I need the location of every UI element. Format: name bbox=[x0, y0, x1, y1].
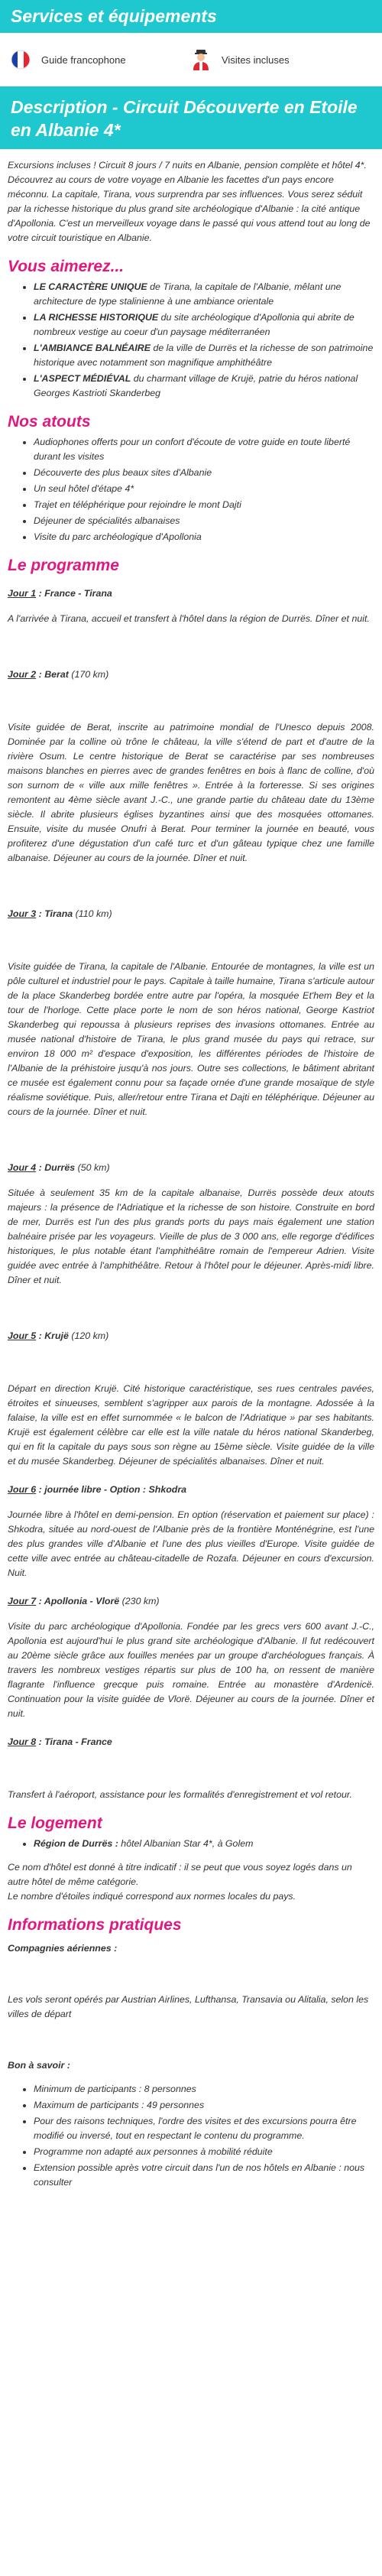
list-item-text: du site archéologique d'Apollonia qui abrite de nombreux vestige au coeur d'un paysage méditerranéen bbox=[34, 312, 354, 337]
vous-aimerez-heading: Vous aimerez... bbox=[8, 258, 125, 275]
logement-note-2: Le nombre d'étoiles indiqué correspond aux normes locales du pays. bbox=[8, 1891, 296, 1902]
day-title: France - Tirana bbox=[44, 588, 112, 599]
list-item: • Déjeuner de spécialités albanaises bbox=[34, 514, 374, 528]
day-distance: (110 km) bbox=[75, 908, 112, 919]
logement-note-1: Ce nom d'hôtel est donné à titre indicatif : il se peut que vous soyez logés dans un autre hôtel de même catégorie. bbox=[8, 1862, 352, 1887]
list-item-bold: L'AMBIANCE BALNÉAIRE bbox=[34, 343, 151, 353]
list-item: • Programme non adapté aux personnes à mobilité réduite bbox=[34, 2145, 374, 2159]
day-title: Durrës bbox=[44, 1162, 76, 1173]
service-item-guide bbox=[9, 48, 189, 71]
day-text: Journée libre à l'hôtel en demi-pension. En option (réservation et paiement sur place) : Shkodra, située au nord-ouest de l'Albanie près de la frontière Monténégrine, est l'une des plus grandes ville d'Albanie et l'une des plus vieilles d'Europe. Visite guidée de cette ville avec entrée au château-citadelle de Rozafa. Déjeuner en cours d'excursion. Nuit. bbox=[8, 1509, 374, 1578]
day-block-3 bbox=[8, 907, 374, 1119]
day-title: Tirana bbox=[44, 908, 73, 919]
list-item: • Audiophones offerts pour un confort d'écoute de votre guide en toute liberté durant les visites bbox=[34, 435, 374, 464]
french-flag-icon bbox=[9, 48, 32, 71]
day-title: Krujë bbox=[44, 1330, 69, 1341]
list-item: • Trajet en téléphérique pour rejoindre le mont Dajti bbox=[34, 498, 374, 512]
day-block-8 bbox=[8, 1735, 374, 1802]
day-title: Tirana - France bbox=[44, 1736, 112, 1747]
day-text: A l'arrivée à Tirana, accueil et transfert à l'hôtel dans la région de Durrës. Dîner et nuit. bbox=[8, 613, 370, 624]
description-heading: Description - Circuit Découverte en Etoile en Albanie 4* bbox=[0, 86, 382, 149]
list-item bbox=[34, 341, 374, 370]
list-item: • Maximum de participants : 49 personnes bbox=[34, 2098, 374, 2113]
day-heading: Jour 4 : Durrës (50 km) bbox=[8, 1162, 110, 1173]
day-number: Jour 8 bbox=[8, 1736, 37, 1747]
service-label-visits: Visites incluses bbox=[222, 54, 290, 66]
day-title: Berat bbox=[44, 669, 69, 680]
day-number: Jour 7 bbox=[8, 1596, 37, 1606]
infos-heading: Informations pratiques bbox=[8, 1916, 182, 1934]
nos-atouts-list bbox=[8, 435, 374, 544]
day-text: Départ en direction Krujë. Cité historique caractéristique, ses rues centrales pavées, étroites et sinueuses, semblent s'agripper aux parois de la montagne. Adossée à la falaise, la ville est en effet surnommée « le balcon de l'Adriatique » par ses habitants. Krujë est également célèbre car elle est la ville natale du héros national Skanderbeg, qui en fit la capitale du pays sous son règne au 15ème siècle. Visite guidée de la ville et du musée Skanderbeg. Déjeuner de spécialités albanaises. Dîner et nuit. bbox=[8, 1383, 374, 1467]
list-item bbox=[34, 280, 374, 309]
day-number: Jour 3 bbox=[8, 908, 37, 919]
list-item-bold: Région de Durrës : bbox=[34, 1838, 118, 1849]
list-item-bold: L'ASPECT MÉDIÉVAL bbox=[34, 373, 131, 384]
day-block-7 bbox=[8, 1594, 374, 1721]
guide-person-icon bbox=[189, 48, 212, 71]
services-list bbox=[0, 33, 382, 86]
main-content bbox=[0, 158, 382, 2190]
airlines-label: Compagnies aériennes : bbox=[8, 1943, 118, 1954]
bon-a-savoir-label: Bon à savoir : bbox=[8, 2060, 70, 2071]
list-item-text: de la ville de Durrës et la richesse de son patrimoine historique avec notamment son magnifique amphithéâtre bbox=[34, 343, 374, 368]
day-heading: Jour 2 : Berat (170 km) bbox=[8, 669, 109, 680]
day-number: Jour 4 bbox=[8, 1162, 37, 1173]
day-block-5 bbox=[8, 1329, 374, 1469]
list-item: • Pour des raisons techniques, l'ordre des visites et des excursions pourra être modifié ou inversé, tout en respectant le contenu du programme. bbox=[34, 2114, 374, 2143]
day-distance: (230 km) bbox=[121, 1596, 160, 1606]
description-text: Excursions incluses ! Circuit 8 jours / 7 nuits en Albanie, pension complète et hôtel 4*. Découvrez au cours de votre voyage en Albanie les facettes d'un pays encore méconnu. La capitale, Tirana, vous surprendra par ses influences. Vous serez séduit par la richesse historique du plus grand site archéologique d'Albanie : la cité antique d'Apollonia. C'est un merveilleux voyage dans le passé qui vous attend tout au long de votre circuit touristique en Albanie. bbox=[8, 160, 371, 243]
list-item-text: du charmant village de Krujë, patrie du héros national Georges Kastrioti Skanderbeg bbox=[34, 373, 358, 398]
list-item: • Un seul hôtel d'étape 4* bbox=[34, 482, 374, 496]
day-block-1 bbox=[8, 586, 374, 626]
day-block-4 bbox=[8, 1161, 374, 1288]
list-item bbox=[34, 1837, 374, 1851]
list-item: • Extension possible après votre circuit dans l'un de nos hôtels en Albanie : nous consulter bbox=[34, 2161, 374, 2190]
list-item-bold: LE CARACTÈRE UNIQUE bbox=[34, 281, 147, 292]
logement-list bbox=[8, 1837, 374, 1851]
logement-note bbox=[8, 1860, 374, 1904]
list-item bbox=[34, 310, 374, 339]
service-item-visits bbox=[189, 48, 370, 71]
day-text: Située à seulement 35 km de la capitale albanaise, Durrës possède deux atouts majeurs : la présence de l'Adriatique et la richesse de son histoire. Construite en bord de mer, Durrës est l'un des plus grands ports du pays mais également une station balnéaire prisée par les voyageurs. Vieille de plus de 3 000 ans, elle regorge d'édifices historiques, le plus notable étant l'amphithéâtre romain de l'empereur Adrien. Visite guidée avec entrée à l'amphithéâtre. Retour à l'hôtel pour le déjeuner. Après-midi libre. Dîner et nuit. bbox=[8, 1187, 374, 1285]
programme-heading: Le programme bbox=[8, 557, 119, 574]
day-distance: (120 km) bbox=[71, 1330, 109, 1341]
day-number: Jour 2 bbox=[8, 669, 37, 680]
day-heading: Jour 8 : Tirana - France bbox=[8, 1736, 112, 1747]
day-title: Apollonia - Vlorë bbox=[44, 1596, 120, 1606]
day-heading: Jour 7 : Apollonia - Vlorë (230 km) bbox=[8, 1596, 160, 1606]
day-distance: (50 km) bbox=[77, 1162, 110, 1173]
vous-aimerez-list bbox=[8, 280, 374, 401]
day-heading: Jour 5 : Krujë (120 km) bbox=[8, 1330, 109, 1341]
day-heading: Jour 1 : France - Tirana bbox=[8, 588, 112, 599]
day-distance: (170 km) bbox=[71, 669, 109, 680]
day-text: Visite du parc archéologique d'Apollonia. Fondée par les grecs vers 600 avant J.-C., Apollonia est aujourd'hui le plus grand site archéologique d'Albanie. Il fut redécouvert au 20ème siècle grâce aux fouilles menées par un groupe d'archéologues français. À travers les nombreux vestiges répartis sur plus de 100 ha, on ressent de manière flagrante l'influence grecque puis romaine. Entrée au monastère d'Ardenicë. Continuation pour la visite guidée de Vlorë. Déjeuner au cours de la journée. Dîner et nuit. bbox=[8, 1621, 374, 1719]
day-text: Visite guidée de Tirana, la capitale de l'Albanie. Entourée de montagnes, la ville est un pôle culturel et industriel pour le pays. Capitale à taille humaine, Tirana s'articule autour de la place Skanderbeg bordée entre autre par l'opéra, la mosquée Et'hem Bey et la tour de l'horloge. Cette place porte le nom de son héros national, George Kastriot Skanderbeg qui repoussa à plusieurs reprises des invasions ottomanes. Entrée au musée national d'histoire de Tirana, le plus grand musée du pays qui retrace, sur environ 18 000 m² d'espace d'exposition, les différentes périodes de l'histoire de l'Albanie de la préhistoire jusqu'à nos jours. Outre ses collections, le bâtiment abritant ce musée est également connu pour sa façade ornée d'une grande mosaïque de style réalisme soviétique. Puis, aller/retour entre Tirana et Dajti en téléphérique. Déjeuner au cours de la journée. Dîner et nuit. bbox=[8, 961, 374, 1117]
day-number: Jour 5 bbox=[8, 1330, 37, 1341]
airlines-text: Les vols seront opérés par Austrian Airlines, Lufthansa, Transavia ou Alitalia, selon les villes de départ bbox=[8, 1994, 369, 2019]
list-item: • Visite du parc archéologique d'Apollonia bbox=[34, 530, 374, 544]
day-number: Jour 1 bbox=[8, 588, 37, 599]
logement-heading: Le logement bbox=[8, 1814, 102, 1832]
day-heading: Jour 3 : Tirana (110 km) bbox=[8, 908, 112, 919]
day-heading: Jour 6 : journée libre - Option : Shkodra bbox=[8, 1484, 187, 1495]
services-heading: Services et équipements bbox=[0, 0, 382, 33]
day-number: Jour 6 bbox=[8, 1484, 37, 1495]
list-item-text: de Tirana, la capitale de l'Albanie, mêlant une architecture de type stalinienne à une ambiance orientale bbox=[34, 281, 342, 307]
list-item: • Découverte des plus beaux sites d'Albanie bbox=[34, 466, 374, 480]
list-item: • Minimum de participants : 8 personnes bbox=[34, 2082, 374, 2097]
day-title: journée libre - Option : Shkodra bbox=[44, 1484, 187, 1495]
nos-atouts-heading: Nos atouts bbox=[8, 413, 91, 430]
list-item-bold: LA RICHESSE HISTORIQUE bbox=[34, 312, 159, 323]
day-block-6 bbox=[8, 1483, 374, 1580]
bon-a-savoir-list bbox=[8, 2082, 374, 2190]
day-text: Visite guidée de Berat, inscrite au patrimoine mondial de l'Unesco depuis 2008. Dominée par la colline où trône le château, la ville s'étend de part et d'autre de la rivière Osum. Le centre historique de Berat se caractérise par ses nombreuses maisons blanches en pierres avec de grandes fenêtres en bois à flanc de colline, d'où son surnom de « ville aux mille fenêtres ». Entrée à la forteresse. Si ses origines remontent au 4ème siècle avant J.-C., une grande partie du château date du 13ème siècle. Il abrite plusieurs églises byzantines ainsi que des mosquées ottomanes. Ensuite, visite du musée Onufri à Berat. Pour terminer la journée en beauté, vous profiterez d'une dégustation d'un café turc et d'un gâteau typique chez une famille albanaise. Déjeuner au cours de la journée. Dîner et nuit. bbox=[8, 722, 374, 863]
list-item bbox=[34, 372, 374, 401]
service-label-guide: Guide francophone bbox=[41, 54, 126, 66]
list-item-text: hôtel Albanian Star 4*, à Golem bbox=[118, 1838, 254, 1849]
day-block-2 bbox=[8, 668, 374, 866]
day-text: Transfert à l'aéroport, assistance pour les formalités d'enregistrement et vol retour. bbox=[8, 1789, 352, 1800]
